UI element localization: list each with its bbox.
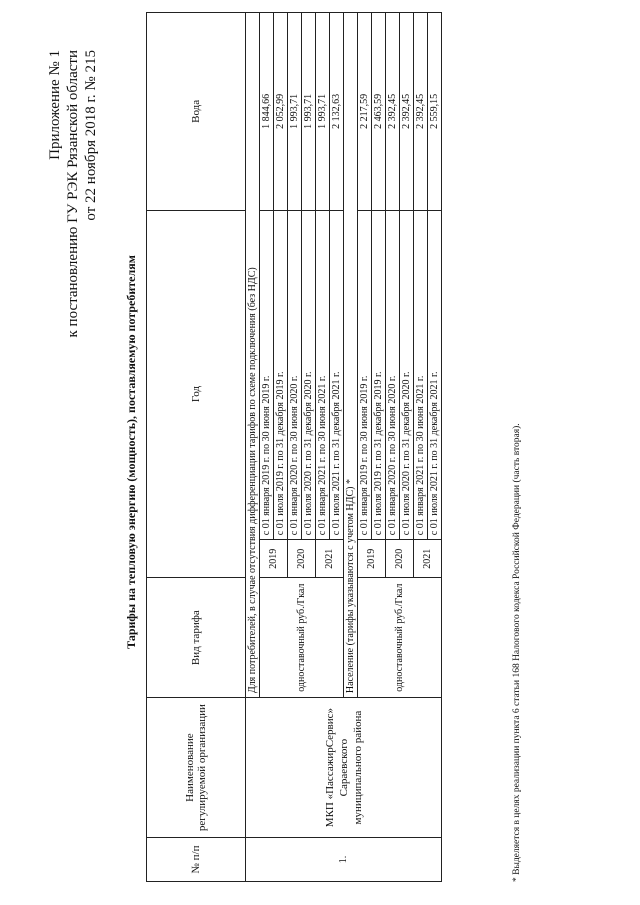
- value-cell: 2 392,45: [386, 13, 400, 211]
- header-org: Наименование регулируемой организации: [147, 698, 246, 838]
- value-cell: 2 217,59: [358, 13, 372, 211]
- section1-tariff-kind: одноставочный руб./Гкал: [260, 578, 344, 698]
- period-cell: с 01 января 2021 г. по 30 июня 2021 г.: [414, 210, 428, 539]
- period-cell: с 01 января 2019 г. по 30 июня 2019 г.: [260, 210, 274, 539]
- section2-year-2020: 2020: [386, 540, 414, 578]
- header-num: № п/п: [147, 838, 246, 882]
- header-year: Год: [147, 210, 246, 577]
- period-cell: с 01 июля 2021 г. по 31 декабря 2021 г.: [330, 210, 344, 539]
- period-cell: с 01 января 2019 г. по 30 июня 2019 г.: [358, 210, 372, 539]
- value-cell: 1 993,71: [316, 13, 330, 211]
- section1-year-2021: 2021: [316, 540, 344, 578]
- value-cell: 1 993,71: [302, 13, 316, 211]
- value-cell: 2 559,15: [428, 13, 442, 211]
- resolution-reference: к постановлению ГУ РЭК Рязанской области: [65, 50, 81, 338]
- period-cell: с 01 июля 2020 г. по 31 декабря 2020 г.: [400, 210, 414, 539]
- appendix-header: [46, 50, 100, 337]
- period-cell: с 01 января 2021 г. по 30 июня 2021 г.: [316, 210, 330, 539]
- period-cell: с 01 июля 2019 г. по 31 декабря 2019 г.: [372, 210, 386, 539]
- section1-year-2020: 2020: [288, 540, 316, 578]
- period-cell: с 01 июля 2021 г. по 31 декабря 2021 г.: [428, 210, 442, 539]
- tariff-table: [146, 12, 442, 882]
- organization-name: МКП «ПассажирСервис» Сараевского муниципального района: [246, 698, 442, 838]
- period-cell: с 01 января 2020 г. по 30 июня 2020 г.: [386, 210, 400, 539]
- document-title: Тарифы на тепловую энергию (мощность), поставляемую потребителям: [124, 255, 138, 649]
- value-cell: 2 463,59: [372, 13, 386, 211]
- appendix-number: Приложение № 1: [47, 50, 63, 160]
- value-cell: 2 132,63: [330, 13, 344, 211]
- value-cell: 1 844,66: [260, 13, 274, 211]
- value-cell: 2 052,99: [274, 13, 288, 211]
- period-cell: с 01 января 2020 г. по 30 июня 2020 г.: [288, 210, 302, 539]
- header-water: Вода: [147, 13, 246, 211]
- section2-tariff-kind: одноставочный руб./Гкал: [358, 578, 442, 698]
- value-cell: 2 392,45: [414, 13, 428, 211]
- header-kind: Вид тарифа: [147, 578, 246, 698]
- period-cell: с 01 июля 2020 г. по 31 декабря 2020 г.: [302, 210, 316, 539]
- table-header-row: [147, 13, 246, 882]
- section1-year-2019: 2019: [260, 540, 288, 578]
- footnote: * Выделяется в целях реализации пункта 6 статьи 168 Налогового кодекса Российской Федерации (часть вторая).: [512, 423, 522, 882]
- resolution-date: от 22 ноября 2018 г. № 215: [83, 50, 99, 221]
- section2-year-2019: 2019: [358, 540, 386, 578]
- section2-year-2021: 2021: [414, 540, 442, 578]
- period-cell: с 01 июля 2019 г. по 31 декабря 2019 г.: [274, 210, 288, 539]
- value-cell: 1 993,71: [288, 13, 302, 211]
- value-cell: 2 392,45: [400, 13, 414, 211]
- section1-title-row: [246, 13, 260, 882]
- rotated-document-page: [40, 22, 600, 882]
- row-number: 1.: [246, 838, 442, 882]
- section1-title: Для потребителей, в случае отсутствия дифференциации тарифов по схеме подключения (без НДС): [246, 13, 260, 698]
- section2-title: Население (тарифы указываются с учетом НДС) *: [344, 13, 358, 698]
